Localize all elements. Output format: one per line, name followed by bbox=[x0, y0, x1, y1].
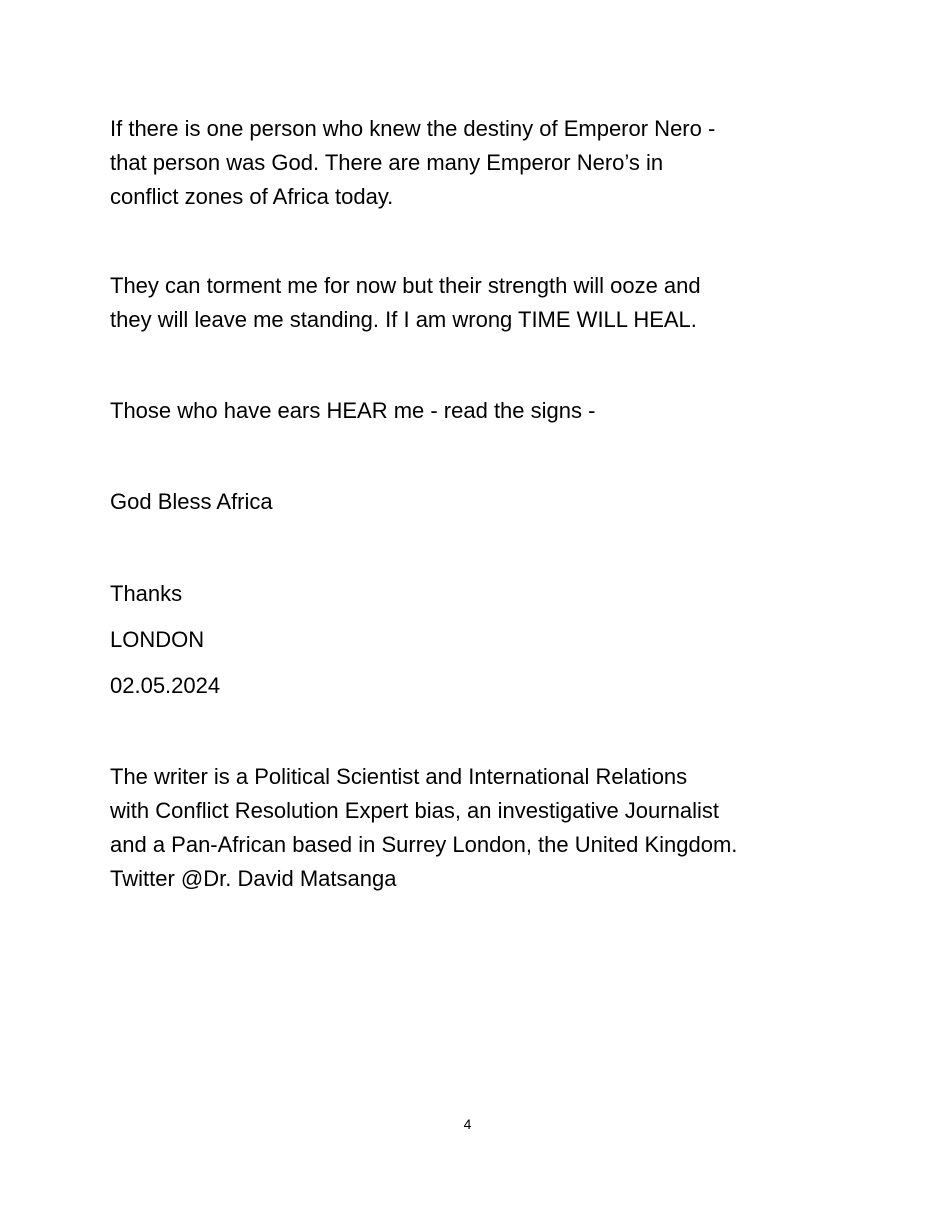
paragraph-read-the-signs bbox=[110, 394, 830, 428]
text-line: Twitter @Dr. David Matsanga bbox=[110, 866, 397, 891]
text-line: that person was God. There are many Emperor Nero’s in bbox=[110, 150, 664, 175]
text-line: conflict zones of Africa today. bbox=[110, 184, 394, 209]
paragraph-god-bless-africa bbox=[110, 485, 830, 519]
author-bio bbox=[110, 760, 830, 896]
text-line: and a Pan-African based in Surrey London, the United Kingdom. bbox=[110, 832, 738, 857]
text-line: They can torment me for now but their strength will ooze and bbox=[110, 273, 701, 298]
sign-off-date bbox=[110, 669, 830, 703]
text-line: The writer is a Political Scientist and International Relations bbox=[110, 764, 688, 789]
page-number: 4 bbox=[463, 1116, 472, 1132]
paragraph-emperor-nero bbox=[110, 112, 830, 214]
text-line: they will leave me standing. If I am wrong TIME WILL HEAL. bbox=[110, 307, 697, 332]
text-line: Those who have ears HEAR me - read the signs - bbox=[110, 398, 596, 423]
text-line: with Conflict Resolution Expert bias, an investigative Journalist bbox=[110, 798, 719, 823]
paragraph-torment bbox=[110, 269, 830, 337]
sign-off-thanks bbox=[110, 577, 830, 611]
text-line: If there is one person who knew the destiny of Emperor Nero - bbox=[110, 116, 716, 141]
sign-off-location bbox=[110, 623, 830, 657]
text-line: 02.05.2024 bbox=[110, 673, 221, 698]
text-line: Thanks bbox=[110, 581, 183, 606]
text-line: LONDON bbox=[110, 627, 205, 652]
text-line: God Bless Africa bbox=[110, 489, 273, 514]
